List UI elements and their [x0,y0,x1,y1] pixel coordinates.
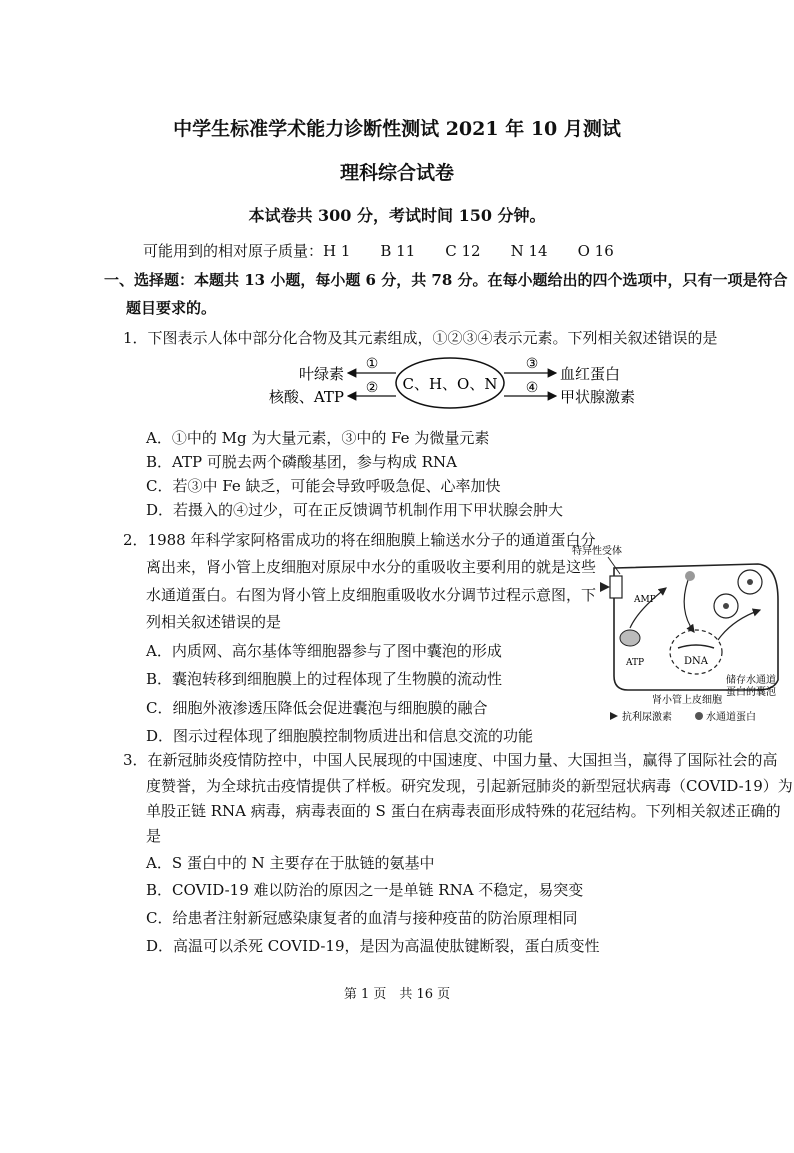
q1-stem: 1．下图表示人体中部分化合物及其元素组成，①②③④表示元素。下列相关叙述错误的是 [123,329,718,347]
q2-stem-line3: 水通道蛋白。右图为肾小管上皮细胞重吸收水分调节过程示意图，下 [146,586,597,604]
label-nucleic-acid-atp: 核酸、ATP [268,388,344,406]
atomic-masses: 可能用到的相对原子质量：H 1 B 11 C 12 N 14 O 16 [143,242,614,260]
atp-label: ATP [626,658,645,668]
q3-option-b: B．COVID-19 难以防治的原因之一是单链 RNA 不稳定，易突变 [146,881,584,899]
q2-option-d: D．图示过程体现了细胞膜控制物质进出和信息交流的功能 [146,727,534,745]
legend-aqp-icon [695,712,703,720]
q2-cell-figure [568,540,786,724]
page-number: 第 1 页 共 16 页 [343,987,451,1002]
q2-stem-line2: 离出来，肾小管上皮细胞对原尿中水分的重吸收主要利用的就是这些 [146,558,597,576]
legend-adh-icon [610,712,618,720]
vesicle-arrow [718,610,760,640]
adh-molecule-icon [600,582,610,592]
q2-option-c: C．细胞外液渗透压降低会促进囊泡与细胞膜的融合 [146,699,488,717]
section-heading-line1: 一、选择题：本题共 13 小题，每小题 6 分，共 78 分。在每小题给出的四个选项中，只有一项是符合 [104,271,788,289]
q3-stem-line2: 度赞誉，为全球抗击疫情提供了样板。研究发现，引起新冠肺炎的新型冠状病毒（COVID-19）为 [146,777,793,795]
vesicle-top [685,571,695,581]
q3-option-d: D．高温可以杀死 COVID-19，是因为高温使肽键断裂，蛋白质变性 [146,937,600,955]
legend-adh: 抗利尿激素 [622,712,672,723]
q2-stem-line1: 2．1988 年科学家阿格雷成功的将在细胞膜上输送水分子的通道蛋白分 [123,531,596,549]
dna-label: DNA [684,656,708,667]
q3-stem-line1: 3．在新冠肺炎疫情防控中，中国人民展现的中国速度、中国力量、大国担当，赢得了国际社会的高 [123,751,778,769]
atp-organelle [620,630,640,646]
amp-label: AMP [634,595,656,605]
q1-option-d: D．若摄入的④过少，可在正反馈调节机制作用下甲状腺会肿大 [146,501,564,519]
label-thyroxine: 甲状腺激素 [560,388,636,406]
marker-1: ① [365,356,379,372]
center-elements: C、H、O、N [402,375,498,393]
marker-2: ② [365,380,379,396]
label-hemoglobin: 血红蛋白 [560,365,621,383]
nucleus-arrow [684,580,694,632]
q1-option-a: A．①中的 Mg 为大量元素，③中的 Fe 为微量元素 [146,429,490,447]
q3-stem-line3: 单股正链 RNA 病毒，病毒表面的 S 蛋白在病毒表面形成特殊的花冠结构。下列相关叙述正确的 [146,802,781,820]
q2-option-b: B．囊泡转移到细胞膜上的过程体现了生物膜的流动性 [146,670,503,688]
nucleus [670,630,722,674]
q2-option-a: A．内质网、高尔基体等细胞器参与了图中囊泡的形成 [146,642,502,660]
exam-title: 中学生标准学术能力诊断性测试 2021 年 10 月测试 [173,118,621,140]
label-chlorophyll: 叶绿素 [298,365,344,383]
q3-option-c: C．给患者注射新冠感染康复者的血清与接种疫苗的防治原理相同 [146,909,578,927]
q3-stem-line4: 是 [146,827,162,845]
exam-info: 本试卷共 300 分，考试时间 150 分钟。 [248,206,546,225]
signal-arrow [630,588,666,628]
marker-4: ④ [525,380,539,396]
q2-stem-line4: 列相关叙述错误的是 [146,613,282,631]
cell-label: 肾小管上皮细胞 [652,695,722,706]
dna-strand [678,645,714,648]
q1-element-diagram [260,352,660,414]
vesicle-label-line2: 蛋白的囊泡 [726,687,776,698]
cell-membrane [614,564,778,690]
vesicle-label-line1: 储存水通道 [726,675,776,686]
section-heading-line2: 题目要求的。 [126,299,217,317]
q1-option-c: C．若③中 Fe 缺乏，可能会导致呼吸急促、心率加快 [146,477,501,495]
q1-option-b: B．ATP 可脱去两个磷酸基团，参与构成 RNA [146,453,457,471]
paper-subtitle: 理科综合试卷 [339,162,454,184]
receptor-box [610,576,622,598]
receptor-label: 特异性受体 [572,546,622,557]
legend-aqp: 水通道蛋白 [706,712,756,723]
marker-3: ③ [525,356,539,372]
q3-option-a: A．S 蛋白中的 N 主要存在于肽链的氨基中 [146,854,435,872]
